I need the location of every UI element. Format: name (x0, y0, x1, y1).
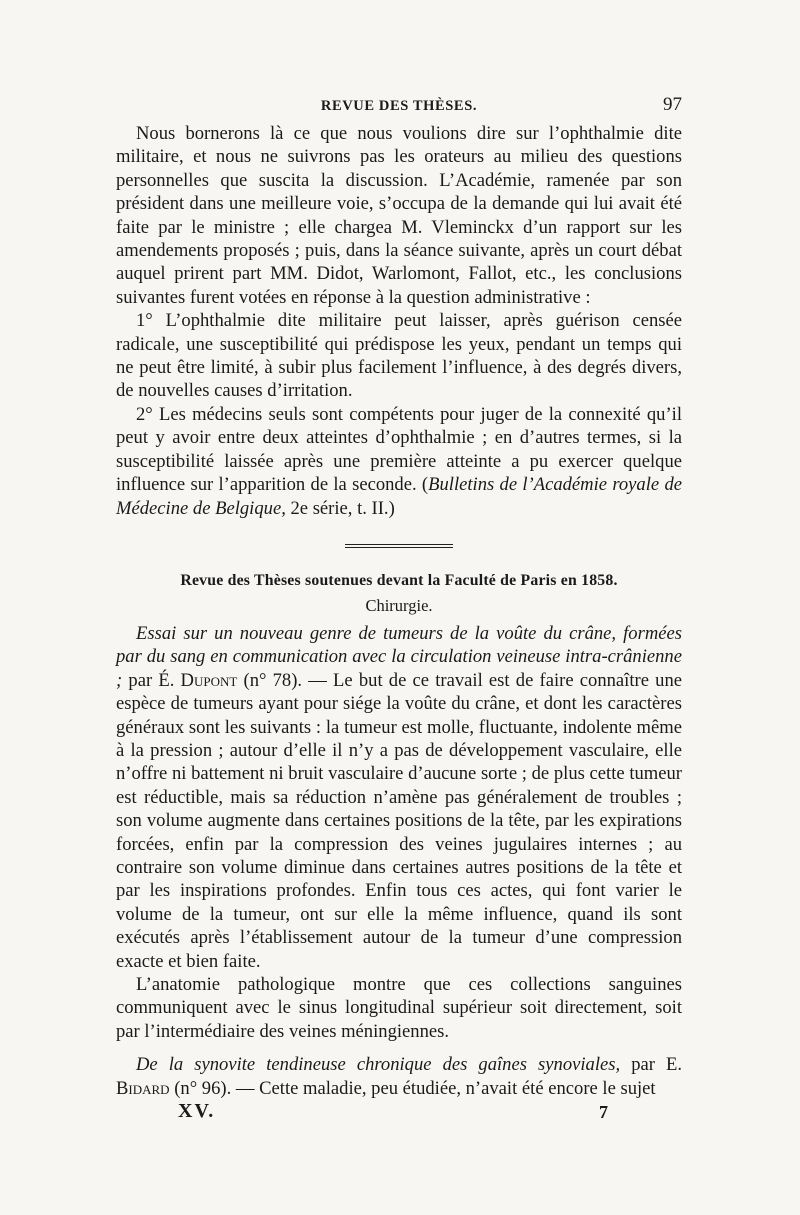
conclusion-2 (116, 403, 682, 520)
signature-mark: XV. (178, 1100, 216, 1123)
citation: Bulletins de l’Académie royale de Médecine de Belgique, (116, 474, 682, 519)
thesis-bidard (116, 1053, 682, 1100)
thesis-dupont (116, 622, 682, 973)
thesis-dupont-author: Dupont (180, 669, 238, 691)
paragraph-anatomie: L’anatomie pathologique montre que ces collections sanguines communiquent avec le sinus longitudinal supérieur soit directement, soit par l’intermédiaire des veines méningiennes. (116, 974, 682, 1042)
conclusion-1: 1° L’ophthalmie dite militaire peut laisser, après guérison censée radicale, une susceptibilité qui prédispose les yeux, pendant un temps qui ne peut être limité, à subir plus facilement l’influence, à des degrés divers, de nouvelles causes d’irritation. (116, 310, 682, 402)
subsection-title: Chirurgie. (365, 595, 433, 615)
divider-rule-thin (345, 547, 453, 548)
conclusion-2-text: 2° Les médecins seuls sont compétents pour juger de la connexité qu’il peut y avoir entre deux atteintes d’ophthalmie ; en d’autres termes, si la susceptibilité laissée après une première atteinte a pu exercer quelque influence sur l’apparition de la seconde. ( (116, 403, 682, 496)
running-title: REVUE DES THÈSES. (320, 98, 478, 114)
thesis-bidard-author-prefix: par E. (620, 1054, 683, 1076)
thesis-dupont-author-prefix: par É. (122, 669, 181, 691)
footer-number: 7 (599, 1102, 608, 1123)
thesis-bidard-author: Bidard (116, 1077, 170, 1099)
thesis-bidard-title: De la synovite tendineuse chronique des gaînes synoviales, (136, 1054, 621, 1076)
running-header (116, 92, 682, 122)
document-page (116, 92, 682, 1126)
thesis-dupont-title: Essai sur un nouveau genre de tumeurs de la voûte du crâne, formées par du sang en communication avec la circulation veineuse intra-crânienne ; (116, 622, 682, 691)
section-title: Revue des Thèses soutenues devant la Faculté de Paris en 1858. (180, 571, 618, 589)
page-number: 97 (663, 94, 682, 115)
thesis-bidard-text: (n° 96). — Cette maladie, peu étudiée, n’avait été encore le sujet (169, 1077, 656, 1099)
thesis-dupont-text: (n° 78). — Le but de ce travail est de faire connaître une espèce de tumeurs ayant pour siége la voûte du crâne, et dont les caractères généraux sont les suivants : la tumeur est molle, fluctuante, indolente même à la pression ; autour d’elle il n’y a pas de développement vasculaire, elle n’offre ni battement ni bruit vasculaire d’aucune sorte ; de plus cette tumeur est réductible, mais sa réduction n’amène pas généralement de troubles ; son volume augmente dans certaines positions de la tête, par les expirations forcées, enfin par la compression des veines jugulaires internes ; au contraire son volume diminue dans certaines autres positions de la tête et par les inspirations profondes. Enfin tous ces actes, qui font varier le volume de la tumeur, ont sur elle la même influence, quand ils sont exécutés après l’établissement autour de la tumeur d’une compression exacte et bien faite. (116, 669, 682, 972)
paragraph-ophthalmie-discussion: Nous bornerons là ce que nous voulions dire sur l’ophthalmie dite militaire, et nous ne suivrons pas les orateurs au milieu des questions personnelles que suscita la discussion. L’Académie, ramenée par son président dans une meilleure voie, s’occupa de la demande qui lui avait été faite par le ministre ; elle chargea M. Vleminckx d’un rapport sur les amendements proposés ; puis, dans la séance suivante, après un court débat auquel prirent part MM. Didot, Warlomont, Fallot, etc., les conclusions suivantes furent votées en réponse à la question administrative : (116, 123, 682, 308)
divider-rule (345, 544, 453, 545)
citation-tail: 2e série, t. II.) (285, 497, 395, 519)
page-footer (116, 1100, 682, 1126)
